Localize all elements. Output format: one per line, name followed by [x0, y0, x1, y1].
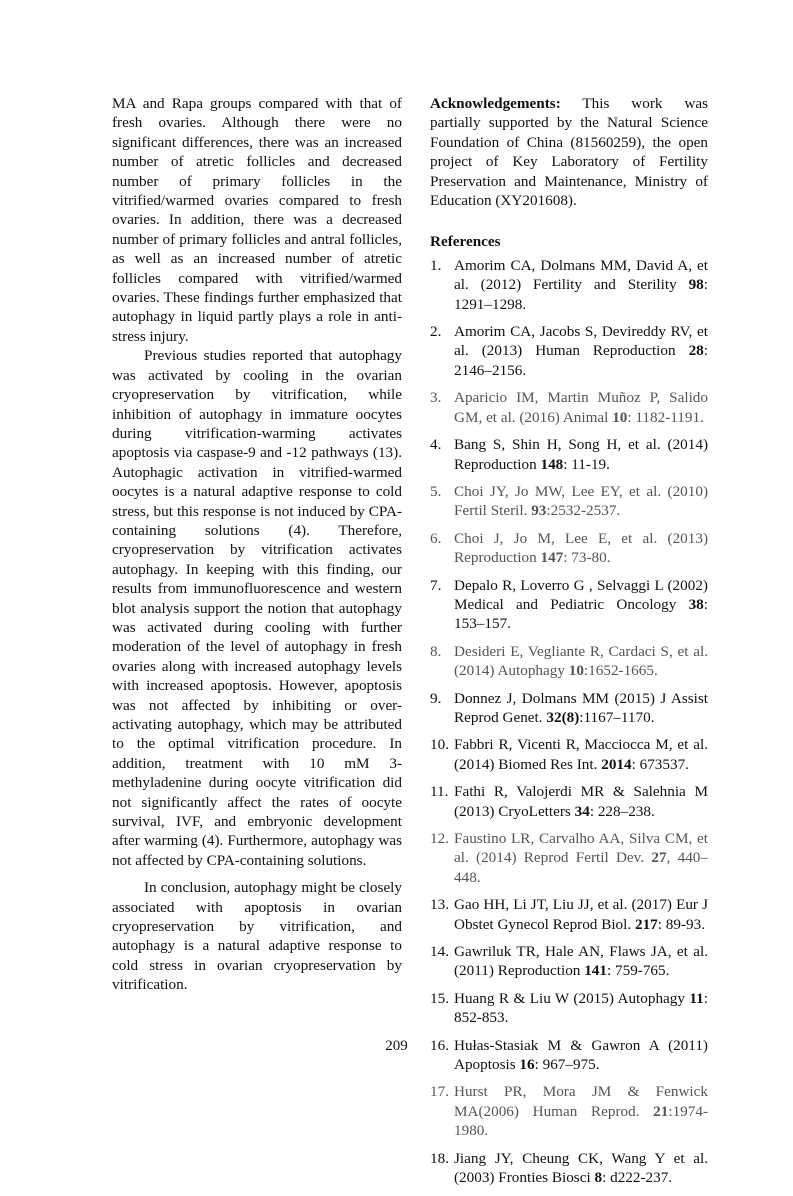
- reference-item: [430, 829, 708, 887]
- reference-number: 13.: [430, 896, 449, 914]
- reference-number: 10.: [430, 736, 449, 754]
- reference-pages: : 153–157.: [454, 595, 708, 633]
- reference-item: [430, 482, 708, 521]
- reference-text: Choi J, Jo M, Lee E, et al. (2013) Reproduction: [454, 529, 708, 567]
- paragraph-discussion: Previous studies reported that autophagy was activated by cooling in the ovarian cryopreservation by vitrification, while inhibition of autophagy in immature oocytes during vitrification-warming activates apoptosis via caspase-9 and -12 pathways (13). Autophagic activation in vitrified-warmed oocytes is a natural adaptive response to cold stress, but this response is not induced by CPA-containing solutions (4). Therefore, cryopreservation by vitrification activates autophagy. In keeping with this finding, our results from immunofluorescence and western blot analysis support the notion that autophagy was activated during cooling with further moderation of the level of autophagy in fresh ovaries along with increased autophagy levels with increased apoptosis. However, apoptosis was not affected by inhibiting or over-activating autophagy, which may be attributed to the optimal vitrification procedure. In addition, treatment with 10 mM 3-methyladenine during oocyte vitrification did not significantly affect the rates of oocyte survival, IVF, and embryonic development after warming (4). Furthermore, autophagy was not affected by CPA-containing solutions.: [112, 347, 402, 869]
- reference-item: [430, 735, 708, 774]
- reference-text: Bang S, Shin H, Song H, et al. (2014) Reproduction: [454, 436, 708, 473]
- reference-item: [430, 989, 708, 1028]
- reference-number: 3.: [430, 389, 442, 407]
- reference-pages: : 11-19.: [563, 455, 610, 473]
- reference-text: Choi JY, Jo MW, Lee EY, et al. (2010) Fertil Steril.: [454, 482, 708, 520]
- reference-volume: 21: [653, 1102, 669, 1120]
- reference-pages: : 673537.: [631, 755, 689, 773]
- reference-text: Hułas-Stasiak M & Gawron A (2011) Apoptosis: [454, 1036, 708, 1074]
- reference-number: 6.: [430, 529, 442, 547]
- reference-number: 7.: [430, 576, 442, 594]
- reference-pages: :1974-1980.: [454, 1102, 708, 1140]
- reference-text: Donnez J, Dolmans MM (2015) J Assist Reprod Genet.: [454, 689, 708, 726]
- reference-pages: : d222-237.: [602, 1169, 673, 1187]
- acknowledgements-text: This work was partially supported by the Natural Science Foundation of China (81560259), the open project of Key Laboratory of Fertility Preservation and Maintenance, Ministry of Education (XY201608).: [430, 95, 708, 210]
- reference-number: 9.: [430, 689, 442, 707]
- reference-number: 12.: [430, 830, 449, 847]
- reference-item: [430, 256, 708, 314]
- reference-volume: 141: [584, 962, 607, 980]
- reference-text: Desideri E, Vegliante R, Cardaci S, et al. (2014) Autophagy: [454, 642, 708, 680]
- right-column: [430, 94, 708, 1196]
- reference-number: 8.: [430, 642, 442, 660]
- left-column: [112, 94, 402, 995]
- reference-number: 15.: [430, 989, 449, 1007]
- reference-text: Fathi R, Valojerdi MR & Salehnia M (2013) CryoLetters: [454, 783, 708, 820]
- reference-number: 2.: [430, 323, 442, 341]
- reference-number: 1.: [430, 256, 442, 274]
- reference-number: 11.: [430, 783, 449, 801]
- reference-pages: : 2146–2156.: [454, 342, 708, 379]
- reference-item: [430, 895, 708, 934]
- reference-pages: : 73-80.: [563, 549, 611, 567]
- reference-volume: 10: [612, 408, 628, 426]
- reference-item: [430, 388, 708, 427]
- reference-pages: :2532-2537.: [546, 502, 621, 520]
- reference-item: [430, 642, 708, 681]
- reference-item: [430, 322, 708, 380]
- reference-number: 16.: [430, 1036, 449, 1054]
- reference-pages: : 228–238.: [589, 802, 655, 820]
- reference-volume: 11: [689, 989, 704, 1007]
- reference-text: Gawriluk TR, Hale AN, Flaws JA, et al. (2011) Reproduction: [454, 943, 708, 980]
- reference-pages: :1652-1665.: [583, 662, 658, 680]
- paragraph-results-continued: MA and Rapa groups compared with that of fresh ovaries. Although there were no significant differences, there was an increased number of atretic follicles and decreased number of primary follicles in the vitrified/warmed ovaries compared to fresh ovaries. In addition, there was a decreased number of primary follicles and antral follicles, as well as an increased number of atretic follicles compared with vitrified/warmed ovaries. These findings further emphasized that autophagy in liquid partly plays a role in anti-stress injury.: [112, 95, 402, 345]
- reference-item: [430, 942, 708, 981]
- acknowledgements-section: [430, 94, 708, 210]
- reference-text: Aparicio IM, Martin Muñoz P, Salido GM, et al. (2016) Animal: [454, 389, 708, 426]
- reference-item: [430, 689, 708, 728]
- reference-pages: , 440–448.: [454, 849, 708, 886]
- reference-item: [430, 782, 708, 821]
- reference-pages: : 967–975.: [534, 1056, 600, 1074]
- reference-pages: : 89-93.: [657, 915, 705, 933]
- reference-text: Amorim CA, Jacobs S, Devireddy RV, et al. (2013) Human Reproduction: [454, 323, 708, 360]
- reference-volume: 28: [688, 342, 704, 360]
- references-heading: References: [430, 233, 501, 251]
- reference-text: Hurst PR, Mora JM & Fenwick MA(2006) Human Reprod.: [454, 1083, 708, 1120]
- reference-volume: 147: [540, 549, 564, 567]
- reference-text: Faustino LR, Carvalho AA, Silva CM, et al. (2014) Reprod Fertil Dev.: [454, 830, 708, 867]
- reference-number: 17.: [430, 1083, 449, 1101]
- reference-text: Huang R & Liu W (2015) Autophagy: [454, 989, 690, 1007]
- reference-volume: 34: [574, 802, 590, 820]
- reference-volume: 38: [688, 595, 704, 613]
- reference-pages: :1167–1170.: [579, 708, 655, 726]
- reference-item: [430, 529, 708, 568]
- reference-volume: 93: [531, 502, 547, 520]
- reference-number: 4.: [430, 436, 442, 454]
- reference-pages: : 759-765.: [606, 962, 670, 980]
- reference-item: [430, 576, 708, 634]
- reference-volume: 2014: [601, 755, 632, 773]
- reference-pages: : 852-853.: [454, 989, 708, 1027]
- reference-volume: 16: [519, 1056, 535, 1074]
- reference-item: [430, 1149, 708, 1188]
- reference-number: 18.: [430, 1149, 449, 1167]
- reference-text: Amorim CA, Dolmans MM, David A, et al. (2012) Fertility and Sterility: [454, 256, 708, 294]
- reference-volume: 10: [568, 662, 584, 680]
- reference-text: Fabbri R, Vicenti R, Macciocca M, et al. (2014) Biomed Res Int.: [454, 736, 708, 773]
- reference-volume: 32(8): [546, 708, 580, 726]
- acknowledgements-heading: Acknowledgements:: [430, 95, 561, 112]
- reference-text: Jiang JY, Cheung CK, Wang Y et al. (2003) Fronties Biosci: [454, 1149, 708, 1187]
- paragraph-conclusion: In conclusion, autophagy might be closely associated with apoptosis in ovarian cryopreservation by vitrification, and autophagy is a natural adaptive response to cold stress in ovarian cryopreservation by vitrification.: [112, 879, 402, 994]
- reference-text: Gao HH, Li JT, Liu JJ, et al. (2017) Eur J Obstet Gynecol Reprod Biol.: [454, 896, 708, 933]
- reference-item: [430, 1082, 708, 1140]
- reference-volume: 98: [688, 276, 704, 294]
- page-number: 209: [385, 1038, 408, 1054]
- reference-pages: : 1291–1298.: [454, 276, 708, 313]
- reference-number: 14.: [430, 943, 449, 961]
- reference-number: 5.: [430, 482, 442, 500]
- reference-pages: : 1182-1191.: [627, 408, 704, 426]
- reference-item: [430, 435, 708, 474]
- reference-text: Depalo R, Loverro G , Selvaggi L (2002) Medical and Pediatric Oncology: [454, 576, 708, 613]
- reference-volume: 148: [540, 455, 564, 473]
- reference-volume: 217: [634, 915, 658, 933]
- reference-volume: 8: [594, 1169, 603, 1187]
- reference-volume: 27: [651, 849, 667, 867]
